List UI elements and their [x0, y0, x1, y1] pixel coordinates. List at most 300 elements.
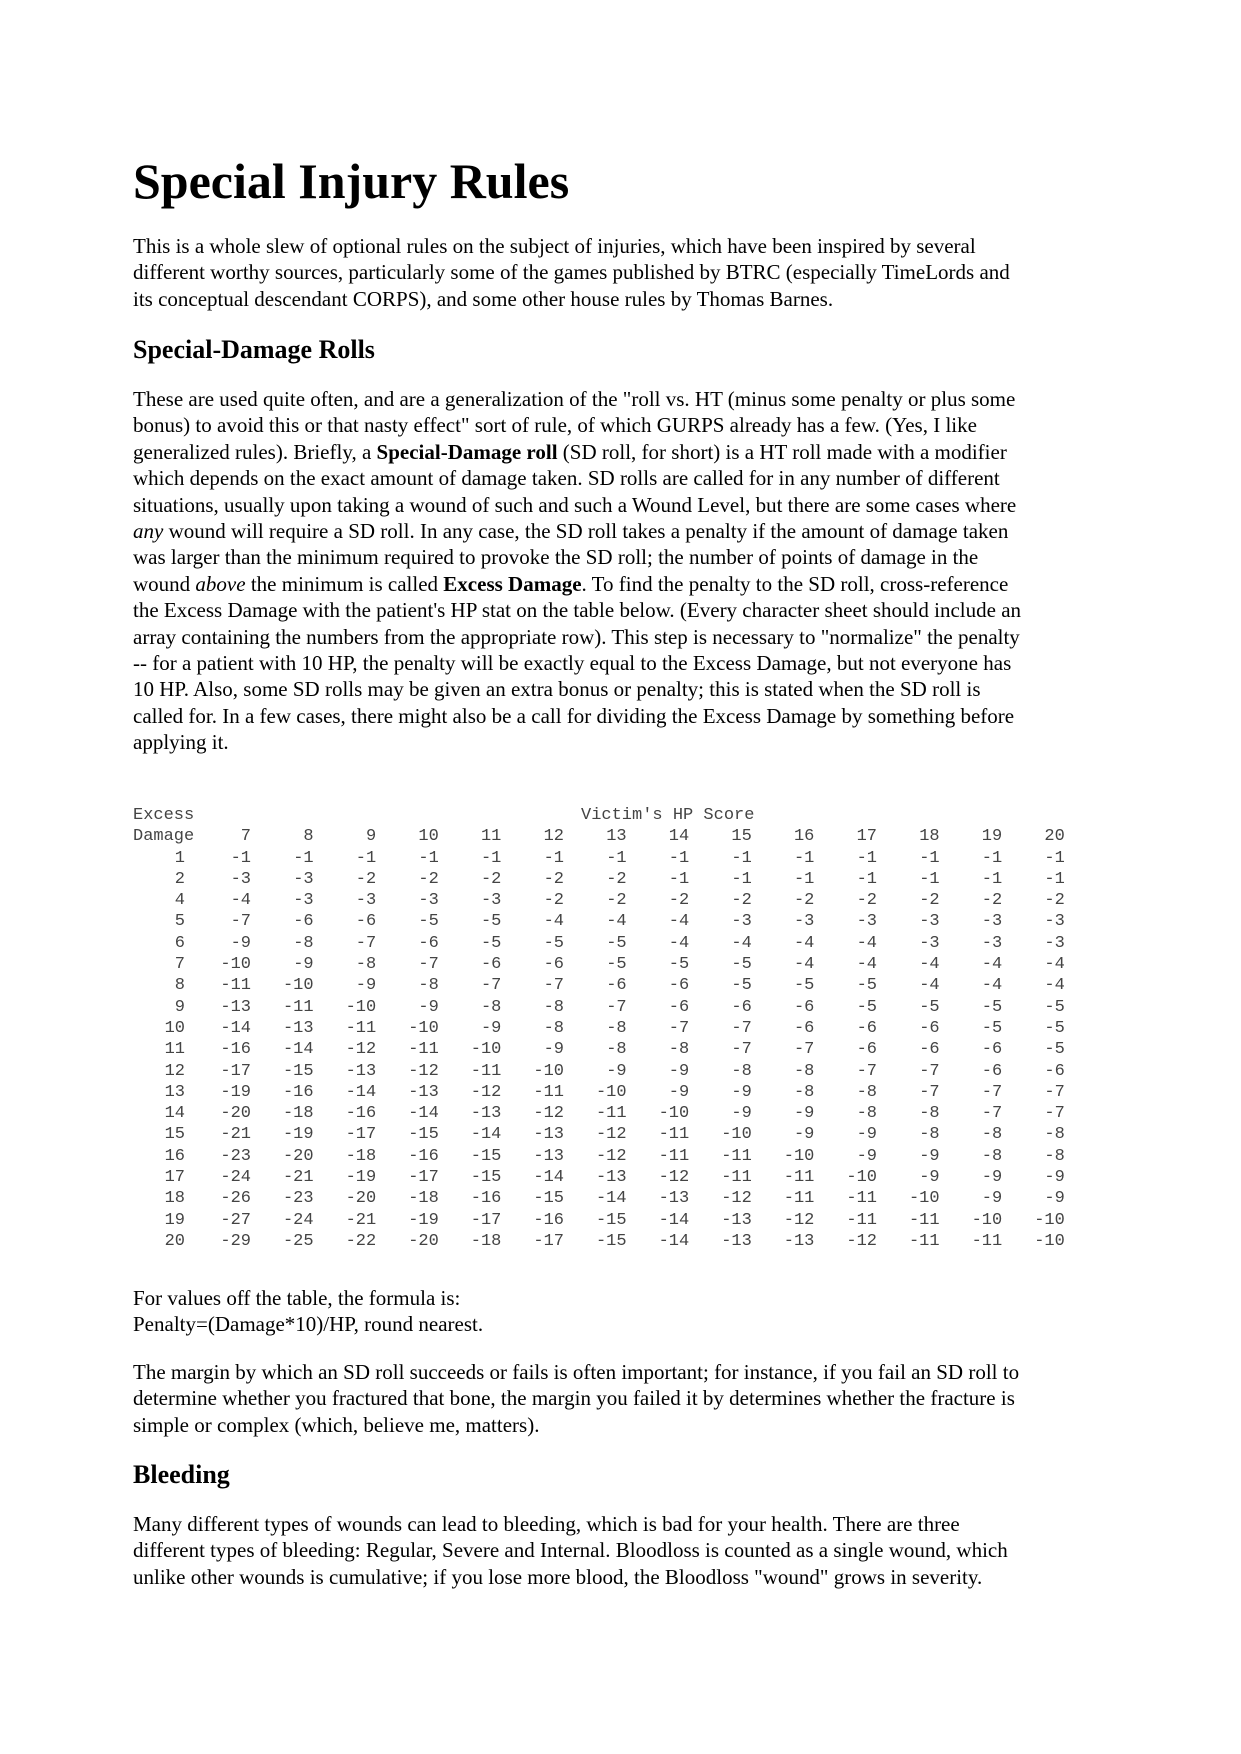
table-cell: -6 [355, 912, 377, 932]
table-cell: -12 [470, 1082, 502, 1102]
table-cell: -11 [220, 976, 251, 996]
table-cell: -11 [470, 1061, 502, 1081]
table-cell: -13 [533, 1146, 564, 1166]
column-header-hp: 7 [240, 827, 251, 847]
table-cell: -5 [731, 976, 752, 996]
row-damage-label: 1 [174, 848, 185, 868]
table-cell: -19 [408, 1210, 439, 1230]
table-cell: -14 [220, 1018, 251, 1038]
table-cell: -7 [1044, 1082, 1065, 1102]
table-cell: -8 [981, 1146, 1003, 1166]
section-heading-bleeding: Bleeding [133, 1460, 230, 1489]
table-cell: -2 [355, 869, 377, 889]
table-cell: -14 [345, 1082, 377, 1102]
intro-paragraph [133, 233, 1118, 312]
table-row [133, 1167, 1118, 1188]
table-cell: -6 [981, 1040, 1003, 1060]
row-damage-label: 8 [174, 976, 185, 996]
table-cell: -12 [658, 1168, 690, 1188]
row-damage-label: 10 [164, 1018, 185, 1038]
table-cell: -1 [731, 848, 752, 868]
table-row [133, 933, 1118, 954]
table-cell: -22 [345, 1231, 377, 1251]
column-header-damage: Damage [133, 827, 195, 847]
table-cell: -14 [470, 1125, 502, 1145]
table-cell: -10 [282, 976, 314, 996]
table-cell: -11 [783, 1189, 815, 1209]
table-row [133, 848, 1118, 869]
table-cell: -4 [856, 955, 877, 975]
table-cell: -8 [856, 1082, 877, 1102]
table-row [133, 1103, 1118, 1124]
row-damage-label: 18 [164, 1189, 185, 1209]
table-cell: -7 [606, 997, 627, 1017]
row-damage-label: 7 [174, 955, 185, 975]
paragraph-line: The margin by which an SD roll succeeds or fails is often important; for instance, if you fail an SD roll to [133, 1360, 1020, 1384]
table-row [133, 975, 1118, 996]
table-cell: -4 [230, 891, 251, 911]
term-excess-damage: Excess Damage [443, 571, 582, 596]
column-header-hp: 9 [365, 827, 377, 847]
table-cell: -6 [919, 1018, 940, 1038]
table-cell: -13 [533, 1125, 564, 1145]
table-cell: -5 [606, 955, 627, 975]
paragraph-line: -- for a patient with 10 HP, the penalty will be exactly equal to the Excess Damage, but not everyone has [133, 651, 1012, 676]
table-cell: -24 [220, 1168, 251, 1188]
table-cell: -11 [282, 997, 314, 1017]
table-cell: -4 [668, 933, 690, 953]
table-cell: -8 [1044, 1146, 1065, 1166]
table-cell: -7 [543, 976, 564, 996]
paragraph-line: any wound will require a SD roll. In any case, the SD roll takes a penalty if the amount of damage taken [133, 519, 1009, 544]
table-cell: -1 [1044, 848, 1065, 868]
formula-line: For values off the table, the formula is: [133, 1286, 461, 1310]
table-cell: -9 [856, 1125, 877, 1145]
table-cell: -18 [408, 1189, 439, 1209]
table-cell: -11 [345, 1018, 377, 1038]
sd-rolls-paragraph [133, 386, 1118, 756]
table-cell: -6 [1044, 1061, 1065, 1081]
table-cell: -8 [543, 1018, 564, 1038]
table-cell: -4 [731, 933, 752, 953]
table-cell: -4 [793, 955, 815, 975]
table-cell: -9 [981, 1189, 1003, 1209]
table-cell: -12 [595, 1146, 627, 1166]
table-cell: -29 [220, 1231, 251, 1251]
paragraph-line: generalized rules). Briefly, a Special-Damage roll (SD roll, for short) is a HT roll made with a modifier [133, 439, 1007, 464]
column-header-hp: 10 [418, 827, 439, 847]
table-cell: -13 [783, 1231, 815, 1251]
table-cell: -15 [533, 1189, 564, 1209]
table-cell: -16 [220, 1040, 251, 1060]
table-cell: -7 [480, 976, 502, 996]
table-cell: -8 [793, 1061, 815, 1081]
table-cell: -13 [345, 1061, 377, 1081]
table-cell: -9 [731, 1104, 752, 1124]
table-cell: -7 [355, 933, 377, 953]
table-cell: -15 [595, 1210, 627, 1230]
table-cell: -11 [721, 1168, 752, 1188]
table-cell: -8 [793, 1082, 815, 1102]
table-cell: -13 [658, 1189, 690, 1209]
bleeding-paragraph [133, 1511, 1118, 1590]
table-cell: -1 [856, 848, 877, 868]
table-cell: -5 [480, 933, 502, 953]
table-cell: -1 [355, 848, 377, 868]
table-cell: -3 [793, 912, 815, 932]
table-cell: -1 [230, 848, 251, 868]
emphasis-above: above [195, 571, 246, 596]
table-cell: -8 [418, 976, 439, 996]
table-cell: -7 [731, 1040, 752, 1060]
table-cell: -11 [846, 1189, 877, 1209]
table-cell: -23 [282, 1189, 314, 1209]
penalty-table [133, 805, 1118, 1252]
table-cell: -9 [668, 1082, 690, 1102]
table-cell: -19 [220, 1082, 251, 1102]
paragraph-line: array containing the numbers from the appropriate row). This step is necessary to "normalize" the penalty [133, 624, 1020, 649]
table-cell: -9 [230, 933, 251, 953]
table-cell: -17 [533, 1231, 564, 1251]
table-cell: -9 [731, 1082, 752, 1102]
paragraph-line: Many different types of wounds can lead to bleeding, which is bad for your health. There are three [133, 1512, 960, 1536]
table-cell: -12 [721, 1189, 752, 1209]
table-cell: -1 [606, 848, 627, 868]
table-cell: -9 [1044, 1189, 1065, 1209]
table-row [133, 997, 1118, 1018]
table-cell: -10 [220, 955, 251, 975]
table-cell: -1 [981, 869, 1003, 889]
table-cell: -1 [919, 848, 940, 868]
table-cell: -1 [293, 848, 314, 868]
table-cell: -3 [981, 933, 1003, 953]
row-damage-label: 20 [164, 1231, 185, 1251]
table-cell: -16 [345, 1104, 377, 1124]
table-cell: -1 [981, 848, 1003, 868]
table-cell: -4 [981, 976, 1003, 996]
table-cell: -1 [793, 848, 815, 868]
table-cell: -2 [543, 869, 564, 889]
table-cell: -2 [981, 891, 1003, 911]
table-cell: -13 [595, 1168, 627, 1188]
table-cell: -3 [480, 891, 502, 911]
row-damage-label: 12 [164, 1061, 185, 1081]
table-row [133, 890, 1118, 911]
table-cell: -10 [345, 997, 377, 1017]
table-cell: -5 [606, 933, 627, 953]
table-cell: -12 [783, 1210, 815, 1230]
table-cell: -2 [919, 891, 940, 911]
table-cell: -7 [919, 1082, 940, 1102]
table-cell: -3 [1044, 912, 1065, 932]
table-cell: -4 [1044, 976, 1065, 996]
formula-line: Penalty=(Damage*10)/HP, round nearest. [133, 1312, 484, 1337]
table-cell: -5 [981, 1018, 1003, 1038]
table-cell: -12 [595, 1125, 627, 1145]
table-cell: -8 [919, 1104, 940, 1124]
table-cell: -15 [408, 1125, 439, 1145]
emphasis-any: any [133, 519, 164, 544]
section-heading-special-damage-rolls: Special-Damage Rolls [133, 335, 375, 364]
table-cell: -4 [981, 955, 1003, 975]
table-body [133, 848, 1118, 1253]
table-cell: -10 [971, 1210, 1003, 1230]
table-cell: -2 [606, 869, 627, 889]
table-cell: -21 [345, 1210, 377, 1230]
table-cell: -23 [220, 1146, 251, 1166]
table-cell: -8 [919, 1125, 940, 1145]
table-cell: -8 [1044, 1125, 1065, 1145]
table-cell: -10 [783, 1146, 815, 1166]
row-damage-label: 2 [174, 869, 185, 889]
row-damage-label: 6 [174, 933, 185, 953]
table-cell: -18 [282, 1104, 314, 1124]
table-row [133, 1082, 1118, 1103]
table-cell: -15 [470, 1146, 502, 1166]
row-damage-label: 17 [164, 1168, 185, 1188]
table-cell: -6 [731, 997, 752, 1017]
table-cell: -3 [230, 869, 251, 889]
paragraph-line: was larger than the minimum required to provoke the SD roll; the number of points of damage in the [133, 545, 979, 570]
paragraph-line: which depends on the exact amount of damage taken. SD rolls are called for in any number of different [133, 466, 1000, 491]
table-cell: -3 [1044, 933, 1065, 953]
table-cell: -2 [418, 869, 439, 889]
table-cell: -14 [595, 1189, 627, 1209]
column-header-hp: 18 [919, 827, 940, 847]
intro-line: This is a whole slew of optional rules on the subject of injuries, which have been inspired by several [133, 234, 976, 258]
table-cell: -1 [480, 848, 502, 868]
table-cell: -10 [721, 1125, 752, 1145]
table-cell: -24 [282, 1210, 314, 1230]
table-cell: -9 [480, 1018, 502, 1038]
table-cell: -17 [345, 1125, 377, 1145]
table-cell: -10 [908, 1189, 940, 1209]
table-cell: -1 [668, 848, 690, 868]
table-cell: -9 [1044, 1168, 1065, 1188]
table-cell: -5 [793, 976, 815, 996]
paragraph-line: applying it. [133, 730, 229, 755]
table-row [133, 1231, 1118, 1252]
term-special-damage-roll: Special-Damage roll [376, 439, 558, 464]
table-row [133, 1210, 1118, 1231]
paragraph-line: the Excess Damage with the patient's HP stat on the table below. (Every character sheet should include an [133, 598, 1022, 623]
table-cell: -20 [220, 1104, 251, 1124]
table-cell: -8 [606, 1040, 627, 1060]
table-cell: -10 [1034, 1231, 1065, 1251]
column-header-hp: 15 [731, 827, 752, 847]
paragraph-line: 10 HP. Also, some SD rolls may be given an extra bonus or penalty; this is stated when the SD roll is [133, 677, 981, 702]
table-title-row [133, 805, 1118, 826]
table-cell: -27 [220, 1210, 251, 1230]
table-cell: -6 [606, 976, 627, 996]
table-cell: -3 [919, 933, 940, 953]
table-cell: -3 [856, 912, 877, 932]
table-cell: -11 [971, 1231, 1003, 1251]
table-cell: -8 [355, 955, 377, 975]
table-hp-title: Victim's HP Score [581, 806, 755, 825]
formula-paragraph [133, 1285, 1118, 1338]
page-title: Special Injury Rules [133, 153, 570, 209]
table-cell: -6 [856, 1040, 877, 1060]
table-cell: -11 [721, 1146, 752, 1166]
table-cell: -13 [721, 1231, 752, 1251]
paragraph-line: These are used quite often, and are a generalization of the "roll vs. HT (minus some penalty or plus some [133, 387, 1016, 411]
table-cell: -6 [543, 955, 564, 975]
table-cell: -3 [293, 869, 314, 889]
table-cell: -2 [668, 891, 690, 911]
table-cell: -16 [470, 1189, 502, 1209]
column-header-hp: 13 [606, 827, 627, 847]
paragraph-line: bonus) to avoid this or that nasty effect" sort of rule, of which GURPS already has a few. (Yes, I like [133, 413, 977, 438]
intro-line: different worthy sources, particularly some of the games published by BTRC (especially TimeLords and [133, 260, 1010, 285]
table-cell: -16 [533, 1210, 564, 1230]
table-cell: -9 [668, 1061, 690, 1081]
table-cell: -1 [856, 869, 877, 889]
table-cell: -10 [595, 1082, 627, 1102]
table-cell: -6 [418, 933, 439, 953]
table-cell: -11 [658, 1146, 690, 1166]
table-cell: -2 [480, 869, 502, 889]
table-cell: -10 [470, 1040, 502, 1060]
table-cell: -1 [1044, 869, 1065, 889]
column-header-hp: 19 [981, 827, 1003, 847]
table-header-row [133, 826, 1118, 847]
table-cell: -13 [408, 1082, 439, 1102]
table-cell: -5 [1044, 1040, 1065, 1060]
table-cell: -26 [220, 1189, 251, 1209]
table-cell: -2 [731, 891, 752, 911]
table-cell: -4 [919, 976, 940, 996]
table-cell: -7 [856, 1061, 877, 1081]
intro-line: its conceptual descendant CORPS), and some other house rules by Thomas Barnes. [133, 286, 834, 311]
table-cell: -3 [919, 912, 940, 932]
column-header-hp: 11 [480, 827, 502, 847]
table-row [133, 1039, 1118, 1060]
table-cell: -3 [418, 891, 439, 911]
table-cell: -7 [981, 1104, 1003, 1124]
table-cell: -5 [919, 997, 940, 1017]
table-cell: -5 [856, 976, 877, 996]
column-header-hp: 12 [543, 827, 564, 847]
table-cell: -20 [408, 1231, 439, 1251]
table-cell: -10 [846, 1168, 877, 1188]
table-row [133, 1018, 1118, 1039]
table-cell: -10 [533, 1061, 564, 1081]
table-row [133, 954, 1118, 975]
table-cell: -17 [408, 1168, 439, 1188]
table-cell: -15 [470, 1168, 502, 1188]
table-cell: -1 [668, 869, 690, 889]
table-cell: -8 [293, 933, 314, 953]
table-cell: -1 [793, 869, 815, 889]
table-cell: -11 [908, 1210, 940, 1230]
table-cell: -15 [282, 1061, 314, 1081]
table-cell: -8 [668, 1040, 690, 1060]
table-cell: -4 [543, 912, 564, 932]
table-row [133, 869, 1118, 890]
table-cell: -9 [856, 1146, 877, 1166]
table-cell: -9 [355, 976, 377, 996]
table-cell: -8 [606, 1018, 627, 1038]
table-cell: -1 [418, 848, 439, 868]
table-cell: -5 [668, 955, 690, 975]
column-header-hp: 16 [793, 827, 815, 847]
table-cell: -13 [721, 1210, 752, 1230]
table-cell: -8 [856, 1104, 877, 1124]
paragraph-line: simple or complex (which, believe me, matters). [133, 1412, 540, 1437]
table-cell: -11 [533, 1082, 564, 1102]
row-damage-label: 19 [164, 1210, 185, 1230]
table-cell: -5 [543, 933, 564, 953]
table-cell: -11 [846, 1210, 877, 1230]
table-cell: -12 [345, 1040, 377, 1060]
paragraph-line: unlike other wounds is cumulative; if you lose more blood, the Bloodloss "wound" grows in severity. [133, 1564, 983, 1589]
column-header-hp: 20 [1044, 827, 1065, 847]
table-cell: -6 [668, 997, 690, 1017]
paragraph-line: wound above the minimum is called Excess Damage. To find the penalty to the SD roll, cross-reference [133, 571, 1009, 596]
paragraph-line: situations, usually upon taking a wound of such and such a Wound Level, but there are some cases where [133, 492, 1017, 517]
table-row [133, 1146, 1118, 1167]
table-cell: -12 [408, 1061, 439, 1081]
table-cell: -5 [731, 955, 752, 975]
paragraph-line: different types of bleeding: Regular, Severe and Internal. Bloodloss is counted as a single wound, which [133, 1538, 1008, 1563]
table-cell: -2 [543, 891, 564, 911]
table-row [133, 1124, 1118, 1145]
table-cell: -9 [919, 1168, 940, 1188]
table-cell: -6 [793, 997, 815, 1017]
table-cell: -4 [919, 955, 940, 975]
table-row [133, 1188, 1118, 1209]
table-cell: -5 [1044, 1018, 1065, 1038]
table-cell: -15 [595, 1231, 627, 1251]
table-row [133, 1061, 1118, 1082]
table-cell: -2 [793, 891, 815, 911]
table-cell: -3 [981, 912, 1003, 932]
table-cell: -8 [981, 1125, 1003, 1145]
table-cell: -7 [731, 1018, 752, 1038]
table-cell: -9 [793, 1125, 815, 1145]
table-cell: -12 [846, 1231, 877, 1251]
table-cell: -8 [731, 1061, 752, 1081]
row-damage-label: 13 [164, 1082, 185, 1102]
table-cell: -3 [293, 891, 314, 911]
table-cell: -14 [533, 1168, 564, 1188]
paragraph-line: determine whether you fractured that bone, the margin you failed it by determines whether the fracture is [133, 1386, 1015, 1411]
row-damage-label: 14 [164, 1104, 185, 1124]
table-cell: -14 [658, 1210, 690, 1230]
table-cell: -5 [480, 912, 502, 932]
table-cell: -5 [981, 997, 1003, 1017]
table-cell: -11 [595, 1104, 627, 1124]
table-cell: -9 [919, 1146, 940, 1166]
table-cell: -5 [856, 997, 877, 1017]
table-cell: -11 [408, 1040, 439, 1060]
table-cell: -16 [282, 1082, 314, 1102]
table-cell: -21 [282, 1168, 314, 1188]
table-cell: -4 [668, 912, 690, 932]
table-cell: -11 [658, 1125, 690, 1145]
table-cell: -7 [418, 955, 439, 975]
table-cell: -9 [606, 1061, 627, 1081]
column-header-excess: Excess [133, 806, 195, 825]
table-cell: -6 [856, 1018, 877, 1038]
table-cell: -11 [908, 1231, 940, 1251]
table-cell: -8 [543, 997, 564, 1017]
row-damage-label: 4 [174, 891, 185, 911]
row-damage-label: 5 [174, 912, 185, 932]
table-cell: -6 [981, 1061, 1003, 1081]
table-cell: -5 [1044, 997, 1065, 1017]
